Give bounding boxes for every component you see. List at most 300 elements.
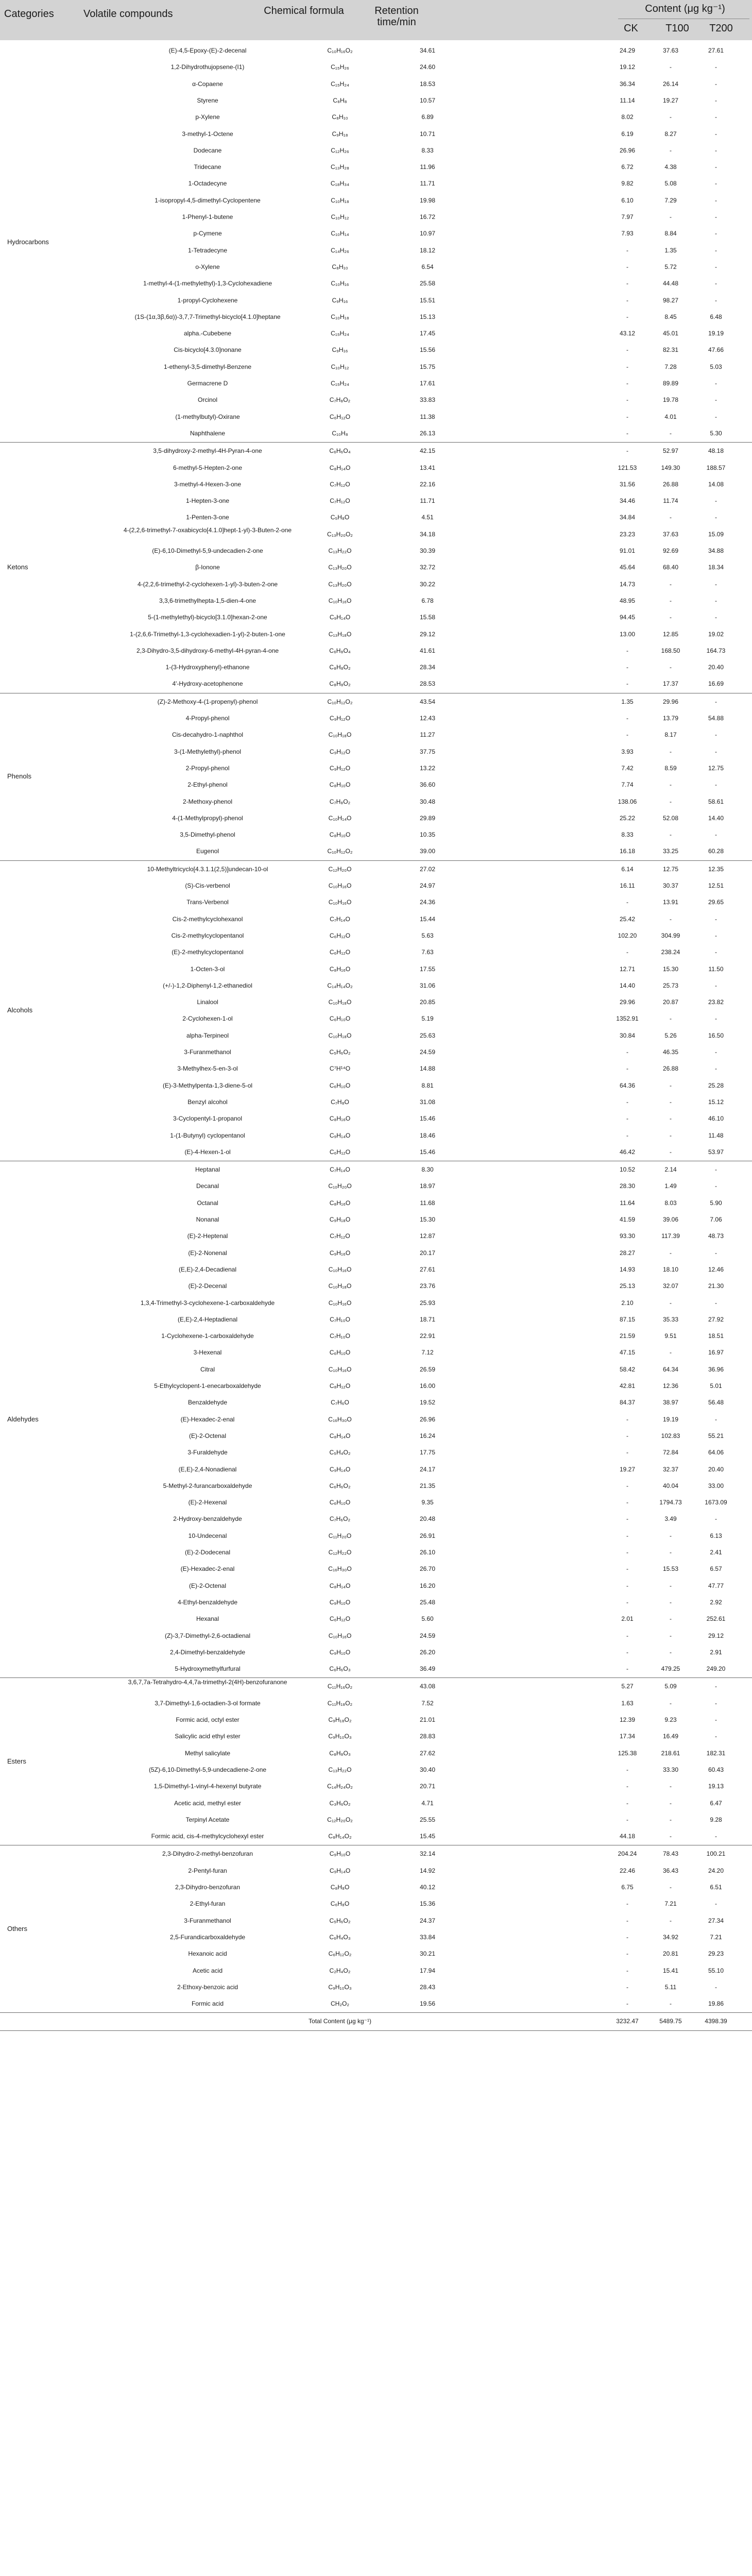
compound-name: 2,3-Dihydro-2-methyl-benzofuran (162, 1850, 253, 1858)
table-row (0, 1261, 752, 1278)
content-t100: 26.14 (662, 80, 679, 88)
retention-time: 4.71 (421, 1799, 434, 1807)
content-t200: 19.19 (708, 330, 724, 337)
content-t100: 5.09 (664, 1683, 677, 1690)
chemical-formula: C₁₄H₂₄O₂ (327, 1783, 353, 1790)
content-t100: 52.08 (662, 814, 679, 822)
content-t200: 1673.09 (705, 1499, 727, 1506)
table-row (0, 409, 752, 425)
retention-time: 16.00 (419, 1382, 436, 1389)
chemical-formula: C₇H₈O₂ (329, 396, 351, 404)
content-t200: - (715, 163, 717, 171)
compound-name: α-Copaene (192, 80, 223, 88)
table-row (0, 109, 752, 125)
content-t100: 64.34 (662, 1365, 679, 1373)
content-t100: 37.63 (662, 530, 679, 538)
content-t100: - (670, 1783, 672, 1790)
content-ck: 6.19 (621, 130, 634, 138)
retention-time: 5.19 (421, 1015, 434, 1023)
table-row (0, 292, 752, 309)
content-t100: 2.14 (664, 1166, 677, 1174)
chemical-formula: C₁₅H₂₄ (331, 330, 349, 337)
table-row (0, 1778, 752, 1794)
content-t100: 35.33 (662, 1315, 679, 1323)
chemical-formula: C₉H₁₄O (329, 1465, 351, 1473)
retention-time: 13.41 (419, 464, 436, 471)
retention-time: 25.93 (419, 1299, 436, 1307)
compound-name: 1,2-Dihydrothujopsene-(I1) (170, 63, 245, 71)
table-row (0, 1195, 752, 1211)
content-ck: 7.93 (621, 230, 634, 238)
chemical-formula: C₁₁H₁₈O₂ (327, 1699, 353, 1707)
compound-name: Trans-Verbenol (186, 899, 229, 906)
table-row (0, 443, 752, 459)
table-row (0, 509, 752, 526)
content-t200: 29.12 (708, 1632, 724, 1639)
chemical-formula: C₉H₁₄O (329, 1131, 351, 1139)
chemical-formula: C₁₀H₁₂ (331, 213, 349, 221)
content-t200: 15.09 (708, 530, 724, 538)
retention-time: 17.75 (419, 1449, 436, 1456)
content-ck: - (626, 1565, 628, 1573)
retention-time: 13.22 (419, 764, 436, 772)
retention-time: 27.61 (419, 1265, 436, 1273)
retention-time: 29.89 (419, 814, 436, 822)
content-t100: 52.97 (662, 447, 679, 455)
compound-name: 3-Furanmethanol (184, 1917, 231, 1924)
content-t100: - (670, 1582, 672, 1589)
chemical-formula: C₁₁H₂₀O (328, 1532, 352, 1539)
retention-time: 7.63 (421, 948, 434, 956)
chemical-formula: C₁₀H₁₈ (331, 313, 349, 320)
retention-time: 8.33 (421, 146, 434, 154)
content-t200: - (715, 1299, 717, 1307)
chemical-formula: C₉H₁₆ (332, 346, 348, 354)
content-t100: 168.50 (661, 647, 680, 654)
content-t200: - (715, 63, 717, 71)
chemical-formula: C₁₀H₁₂ (331, 363, 349, 370)
retention-time: 15.36 (419, 1900, 436, 1908)
total-label: Total Content (μg kg⁻¹) (309, 2018, 371, 2025)
table-row (0, 843, 752, 859)
content-ck: - (626, 1065, 628, 1073)
chemical-formula: C₆H₁₂O (329, 413, 351, 420)
chemical-formula: C₁₅H₂₄ (331, 80, 349, 88)
content-t200: 23.82 (708, 998, 724, 1006)
content-ck: 29.96 (619, 998, 636, 1006)
content-t200: - (715, 1683, 717, 1690)
content-t100: 304.99 (661, 931, 680, 939)
retention-time: 26.10 (419, 1549, 436, 1556)
content-t100: 16.49 (662, 1733, 679, 1740)
content-t100: - (670, 1299, 672, 1307)
retention-time: 27.02 (419, 865, 436, 873)
chemical-formula: C₉H₁₂O (329, 748, 351, 755)
table-row (0, 994, 752, 1010)
content-ck: - (626, 715, 628, 722)
content-ck: 11.14 (620, 96, 635, 104)
content-t100: - (670, 1648, 672, 1656)
table-row (0, 42, 752, 59)
total-t100: 5489.75 (659, 2018, 682, 2025)
content-t200: - (715, 1733, 717, 1740)
content-ck: - (626, 1632, 628, 1639)
compound-name: 6-methyl-5-Hepten-2-one (173, 464, 243, 471)
compound-name: Acetic acid, methyl ester (174, 1799, 242, 1807)
retention-time: 33.84 (419, 1933, 436, 1941)
table-row (0, 1511, 752, 1527)
chemical-formula: C₈H₈O₂ (329, 664, 351, 671)
table-row (0, 392, 752, 408)
compound-name: Octanal (197, 1199, 218, 1207)
table-row (0, 275, 752, 292)
compound-name: 3-methyl-4-Hexen-3-one (174, 480, 242, 488)
chemical-formula: C₁₃H₂₀O₂ (327, 530, 353, 538)
content-ck: 44.18 (619, 1833, 636, 1840)
retention-time: 26.70 (419, 1565, 436, 1573)
compound-name: 2-Cyclohexen-1-ol (182, 1015, 233, 1023)
content-ck: - (626, 1766, 628, 1773)
retention-time: 36.60 (419, 781, 436, 789)
table-row (0, 726, 752, 743)
content-t100: - (670, 1615, 672, 1623)
compound-name: o-Xylene (195, 263, 220, 270)
content-ck: - (626, 680, 628, 688)
content-t100: 18.10 (662, 1265, 679, 1273)
retention-time: 43.54 (419, 698, 436, 705)
category-label: Esters (7, 1757, 26, 1765)
content-t200: 56.48 (708, 1399, 724, 1406)
compound-name: β-Ionone (195, 564, 220, 571)
content-t100: 68.40 (662, 564, 679, 571)
content-t200: 5.90 (710, 1199, 722, 1207)
compound-name: 4-(2,2,6-trimethyl-7-oxabicyclo[4.1.0]hept-1-yl)-3-Buten-2-one (123, 526, 292, 534)
content-t100: 15.53 (662, 1565, 679, 1573)
content-t200: - (715, 1182, 717, 1190)
chemical-formula: C₁₂H₂₆ (331, 146, 349, 154)
content-t200: 60.43 (708, 1766, 724, 1773)
chemical-formula: C₅H₆O₂ (329, 1048, 351, 1056)
content-ck: - (626, 664, 628, 671)
content-t200: 16.69 (708, 680, 724, 688)
compound-name: 2-Ethoxy-benzoic acid (177, 1983, 238, 1991)
retention-time: 11.71 (420, 180, 435, 188)
chemical-formula: C₆H₁₂O (329, 1615, 351, 1623)
content-t100: 8.03 (664, 1199, 677, 1207)
compound-name: 4-Ethyl-benzaldehyde (177, 1598, 238, 1606)
table-row (0, 1394, 752, 1411)
retention-time: 37.75 (419, 748, 436, 755)
content-t200: - (715, 748, 717, 755)
compound-name: 2-Methoxy-phenol (182, 798, 233, 805)
content-t200: 12.35 (708, 865, 724, 873)
content-ck: 23.23 (619, 530, 636, 538)
table-row (0, 1578, 752, 1594)
table-row (0, 1494, 752, 1511)
retention-time: 15.58 (419, 614, 436, 621)
compound-name: Tridecane (194, 163, 221, 171)
content-ck: - (626, 1983, 628, 1991)
content-ck: - (626, 1598, 628, 1606)
table-row (0, 977, 752, 994)
chemical-formula: C₇H₁₀O (330, 1315, 350, 1323)
content-t100: - (670, 781, 672, 789)
content-t200: 14.08 (708, 480, 724, 488)
retention-time: 24.59 (419, 1048, 436, 1056)
chemical-formula: C₁₀H₁₈O (328, 731, 352, 739)
table-row (0, 259, 752, 275)
retention-time: 41.61 (419, 647, 436, 654)
content-t200: - (715, 948, 717, 956)
table-row (0, 1544, 752, 1561)
content-t100: - (670, 580, 672, 588)
chemical-formula: C₆H₁₀O (329, 1499, 351, 1506)
content-ck: 8.02 (621, 113, 634, 121)
retention-time: 30.21 (419, 1950, 436, 1958)
chemical-formula: C₁₃H₁₈O (328, 630, 352, 638)
retention-time: 28.34 (419, 664, 436, 671)
retention-time: 32.14 (419, 1850, 436, 1858)
chemical-formula: C₈H₁₀ (332, 113, 348, 121)
content-ck: 25.42 (619, 915, 636, 923)
content-t200: - (715, 497, 717, 505)
table-row (0, 877, 752, 894)
content-t200: - (715, 1166, 717, 1174)
chemical-formula: C₉H₁₀O (329, 1850, 351, 1858)
content-t100: 12.75 (662, 865, 679, 873)
table-row (0, 460, 752, 476)
table-row (0, 1211, 752, 1228)
chemical-formula: C₁₄H₁₄O₂ (327, 981, 353, 989)
content-ck: 125.38 (618, 1749, 637, 1757)
compound-name: Methyl salicylate (184, 1749, 231, 1757)
content-t200: 18.51 (708, 1332, 724, 1340)
content-t200: 7.06 (710, 1216, 722, 1223)
content-t100: 20.81 (662, 1950, 679, 1958)
content-ck: 58.42 (619, 1365, 636, 1373)
table-row (0, 1060, 752, 1077)
compound-name: 5-Ethylcyclopent-1-enecarboxaldehyde (154, 1382, 261, 1389)
table-header (0, 0, 752, 40)
retention-time: 16.72 (419, 213, 436, 221)
content-ck: - (626, 1900, 628, 1908)
compound-name: Orcinol (197, 396, 217, 404)
table-row (0, 1528, 752, 1544)
content-t100: 1794.73 (659, 1499, 682, 1506)
chemical-formula: C₁₈H₃₄ (330, 180, 350, 188)
content-t100: 40.04 (662, 1482, 679, 1489)
table-row (0, 1077, 752, 1094)
content-t200: 15.12 (708, 1098, 724, 1106)
retention-time: 43.08 (419, 1683, 436, 1690)
table-row (0, 375, 752, 392)
content-t200: - (715, 614, 717, 621)
content-ck: 14.93 (619, 1265, 636, 1273)
retention-time: 4.51 (421, 514, 434, 521)
content-ck: - (626, 1048, 628, 1056)
compound-name: Germacrene D (187, 380, 228, 387)
content-t200: 19.13 (708, 1783, 724, 1790)
chemical-formula: C₆H₁₂O (329, 931, 351, 939)
content-ck: 138.06 (618, 798, 637, 805)
content-t100: 33.25 (662, 848, 679, 855)
retention-time: 18.46 (419, 1131, 436, 1139)
chemical-formula: C₆H₁₂O (329, 1148, 351, 1156)
compound-name: 4-(2,2,6-trimethyl-2-cyclohexen-1-yl)-3-buten-2-one (137, 580, 278, 588)
content-ck: 6.14 (621, 865, 634, 873)
chemical-formula: C₁₄H₂₆ (331, 246, 349, 254)
chemical-formula: C₁₃H₂₀O (328, 580, 352, 588)
retention-time: 17.55 (419, 965, 436, 973)
compound-name: (E)-2-Decenal (188, 1282, 227, 1290)
compound-name: alpha-Terpineol (186, 1031, 229, 1039)
content-t100: - (670, 1115, 672, 1123)
chemical-formula: C₁₂H₂₀O (328, 865, 352, 873)
retention-time: 30.22 (419, 580, 436, 588)
retention-time: 15.51 (419, 296, 436, 304)
retention-time: 15.75 (419, 363, 436, 370)
content-ck: - (626, 1115, 628, 1123)
content-ck: 43.12 (619, 330, 636, 337)
retention-time: 25.63 (419, 1031, 436, 1039)
chemical-formula: C₈H₁₆O (329, 1115, 351, 1123)
table-row (0, 760, 752, 776)
retention-time: 28.53 (419, 680, 436, 688)
content-ck: - (626, 1415, 628, 1423)
retention-time: 31.06 (419, 981, 436, 989)
retention-time: 24.37 (419, 1917, 436, 1924)
content-ck: 87.15 (619, 1315, 636, 1323)
content-t200: 11.48 (708, 1131, 724, 1139)
content-t200: - (715, 280, 717, 287)
table-row (0, 126, 752, 142)
table-row (0, 592, 752, 609)
content-ck: 16.11 (620, 882, 635, 889)
retention-time: 6.54 (421, 263, 434, 270)
retention-time: 14.92 (419, 1867, 436, 1874)
compound-name: 3,7-Dimethyl-1,6-octadien-3-ol formate (155, 1699, 261, 1707)
content-t100: 149.30 (661, 464, 680, 471)
retention-time: 34.61 (419, 47, 436, 54)
retention-time: 18.12 (419, 246, 436, 254)
retention-time: 8.81 (421, 1081, 434, 1089)
content-t100: 36.43 (662, 1867, 679, 1874)
compound-name: Cis-2-methylcyclopentanol (171, 931, 244, 939)
content-t200: - (715, 146, 717, 154)
content-t100: - (670, 1549, 672, 1556)
chemical-formula: C₁₂H₂₀O₂ (327, 1816, 353, 1823)
chemical-formula: C₈H₈ (333, 96, 347, 104)
chemical-formula: C₇H₁₂O (330, 1232, 350, 1240)
content-ck: 14.40 (619, 981, 636, 989)
content-t100: 26.88 (662, 480, 679, 488)
content-t100: 8.17 (664, 731, 677, 739)
chemical-formula: C₇H₆O (331, 1399, 349, 1406)
compound-name: (Z)-2-Methoxy-4-(1-propenyl)-phenol (157, 698, 258, 705)
table-row (0, 175, 752, 192)
chemical-formula: C₁₀H₁₈O (328, 1031, 352, 1039)
retention-time: 33.83 (419, 396, 436, 404)
content-ck: 2.01 (621, 1615, 634, 1623)
content-ck: - (626, 948, 628, 956)
chemical-formula: C₁₀H₁₄O (328, 814, 352, 822)
content-t200: - (715, 1515, 717, 1523)
content-t100: 34.92 (662, 1933, 679, 1941)
content-ck: 28.30 (619, 1182, 636, 1190)
table-row (0, 1611, 752, 1627)
content-t100: - (670, 1799, 672, 1807)
compound-name: Hexanal (196, 1615, 219, 1623)
compound-name: 1,3,4-Trimethyl-3-cyclohexene-1-carboxaldehyde (140, 1299, 275, 1307)
retention-time: 15.46 (419, 1148, 436, 1156)
content-ck: - (626, 1816, 628, 1823)
table-row (0, 225, 752, 242)
content-t100: 8.59 (664, 764, 677, 772)
content-t100: 15.30 (662, 965, 679, 973)
compound-name: 10-Undecenal (188, 1532, 227, 1539)
table-row (0, 1278, 752, 1294)
category-label: Ketons (7, 563, 28, 571)
content-t200: 249.20 (706, 1665, 726, 1673)
content-t200: - (715, 915, 717, 923)
chemical-formula: C₆H₈O₄ (329, 647, 351, 654)
content-t100: 12.85 (662, 630, 679, 638)
table-row (0, 142, 752, 159)
content-ck: - (626, 380, 628, 387)
content-ck: - (626, 1515, 628, 1523)
retention-time: 29.12 (419, 630, 436, 638)
content-t100: - (670, 1131, 672, 1139)
content-t100: - (670, 1816, 672, 1823)
compound-name: (E)-2-methylcyclopentanol (172, 948, 244, 956)
content-t100: 78.43 (662, 1850, 679, 1858)
content-ck: 34.46 (619, 497, 636, 505)
content-ck: 41.59 (619, 1216, 636, 1223)
chemical-formula: C₉H₁₀O₃ (328, 1733, 352, 1740)
content-t200: - (715, 931, 717, 939)
retention-time: 9.35 (421, 1499, 434, 1506)
content-ck: - (626, 1549, 628, 1556)
content-t100: - (670, 831, 672, 839)
content-t200: 7.21 (710, 1933, 722, 1941)
compound-name: 3-Methylhex-5-en-3-ol (177, 1065, 238, 1073)
table-row (0, 1144, 752, 1160)
content-ck: 16.18 (619, 848, 636, 855)
content-ck: - (626, 1648, 628, 1656)
content-t200: 9.28 (710, 1816, 722, 1823)
content-t200: - (715, 113, 717, 121)
content-ck: 11.64 (620, 1199, 635, 1207)
chemical-formula: C₈H₁₆O (329, 1199, 351, 1207)
content-ck: - (626, 1449, 628, 1456)
content-t200: 27.34 (708, 1917, 724, 1924)
content-ck: - (626, 413, 628, 420)
compound-name: 3-methyl-1-Octene (182, 130, 233, 138)
chemical-formula: C₉H₁₄O (329, 1867, 351, 1874)
compound-name: 3,5-Dimethyl-phenol (180, 831, 235, 839)
table-row (0, 810, 752, 826)
content-t200: 12.46 (708, 1265, 724, 1273)
header-ck: CK (624, 23, 638, 34)
table-row (0, 1795, 752, 1811)
retention-time: 17.94 (419, 1967, 436, 1974)
content-ck: 17.34 (619, 1733, 636, 1740)
content-ck: 1.35 (621, 698, 634, 705)
content-t200: - (715, 1983, 717, 1991)
retention-time: 7.12 (421, 1349, 434, 1357)
compound-name: (+/-)-1,2-Diphenyl-1,2-ethanediol (163, 981, 252, 989)
table-row (0, 1594, 752, 1611)
